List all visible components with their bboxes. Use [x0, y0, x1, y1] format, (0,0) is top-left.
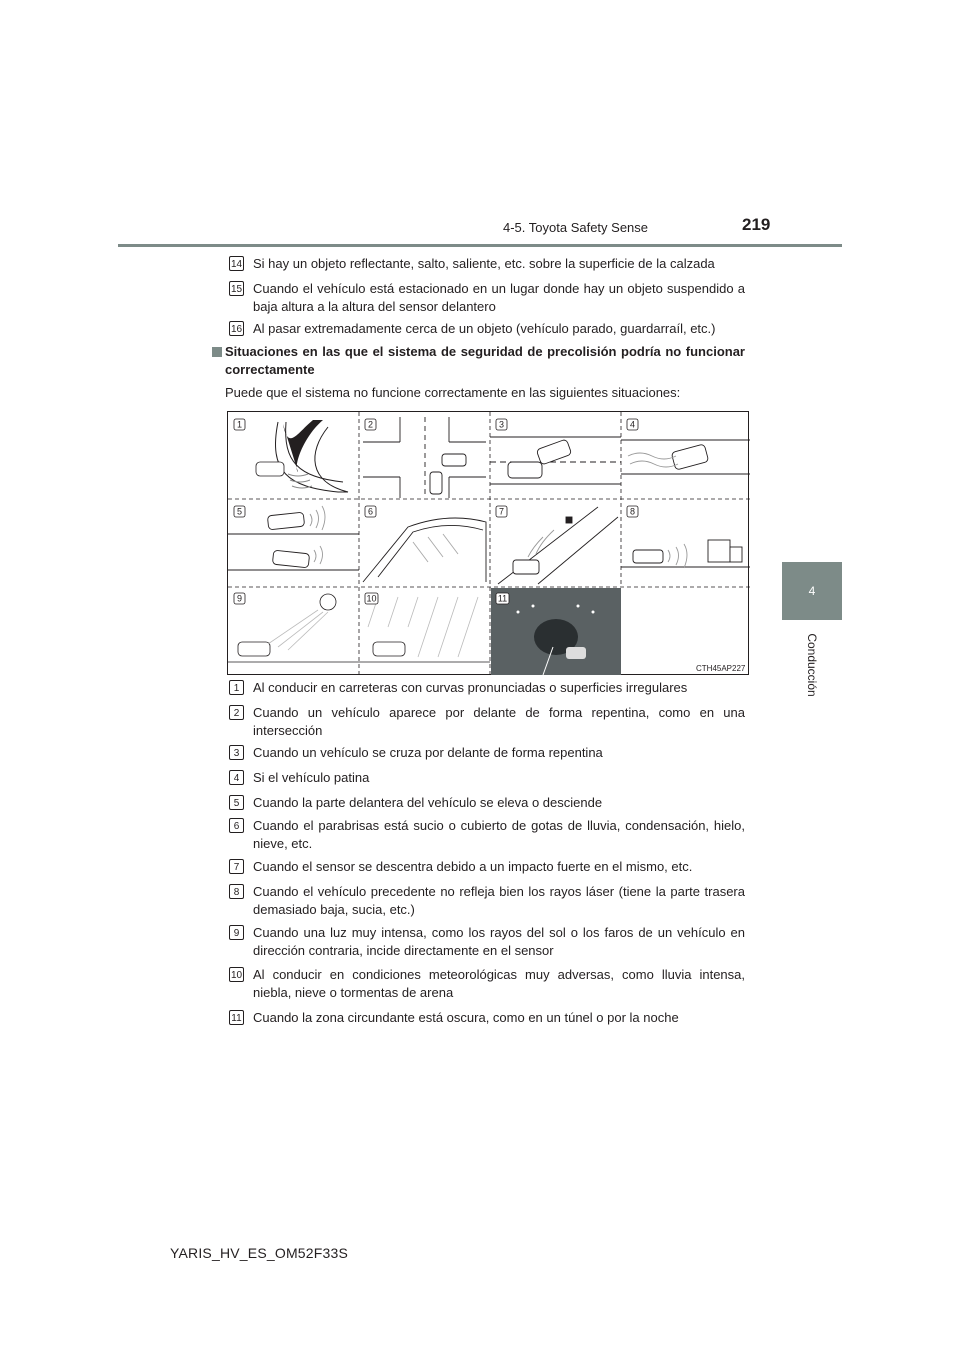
panel-6-windshield-illustration — [363, 518, 486, 582]
svg-text:3: 3 — [498, 419, 505, 430]
item-number-badge: 8 — [229, 884, 244, 899]
panel-label-10 — [365, 593, 378, 604]
svg-text:8: 8 — [629, 506, 636, 517]
item-number-badge: 11 — [229, 1010, 244, 1025]
svg-text:7: 7 — [498, 506, 505, 517]
panel-label-2 — [365, 419, 376, 430]
item-number-badge: 9 — [229, 925, 244, 940]
list-item: Cuando el parabrisas está sucio o cubierto de gotas de lluvia, condensación, hielo, nieve, etc. — [253, 818, 745, 851]
page-number: 219 — [742, 215, 771, 234]
panel-label-4 — [627, 419, 638, 430]
svg-text:6: 6 — [367, 506, 374, 517]
svg-text:1: 1 — [236, 419, 243, 430]
item-number-badge: 6 — [229, 818, 244, 833]
header-divider — [118, 244, 842, 247]
list-item: Cuando una luz muy intensa, como los rayos del sol o los faros de un vehículo en dirección contraria, incide directamente en el sensor — [253, 925, 745, 958]
situations-illustration — [228, 412, 750, 676]
panel-label-11 — [496, 593, 509, 604]
list-item: Cuando el vehículo está estacionado en un lugar donde hay un objeto suspendido a baja altura a la altura del sensor delantero — [253, 281, 745, 314]
item-number-badge: 16 — [229, 321, 244, 336]
item-number-badge: 3 — [229, 745, 244, 760]
list-item: Cuando un vehículo aparece por delante de forma repentina, como en una intersección — [253, 705, 745, 738]
chapter-label: Conducción — [805, 633, 819, 697]
section-bullet — [212, 347, 222, 357]
section-intro: Puede que el sistema no funcione correctamente en las siguientes situaciones: — [225, 385, 681, 400]
item-number-badge: 15 — [229, 281, 244, 296]
panel-label-5 — [234, 506, 245, 517]
item-number-badge: 5 — [229, 795, 244, 810]
chapter-tab — [782, 562, 842, 620]
svg-text:2: 2 — [367, 419, 374, 430]
svg-text:10: 10 — [366, 593, 377, 604]
list-item: Cuando el sensor se descentra debido a un impacto fuerte en el mismo, etc. — [253, 859, 693, 874]
situations-figure — [227, 411, 749, 675]
panel-10-weather-illustration — [359, 597, 490, 662]
panel-label-7 — [496, 506, 507, 517]
panel-8-truck-illustration — [621, 540, 750, 568]
panel-1-curve-illustration — [256, 420, 348, 492]
panel-4-skid-illustration — [621, 440, 750, 474]
chapter-label-box — [782, 620, 842, 710]
chapter-number: 4 — [808, 584, 816, 598]
document-id: YARIS_HV_ES_OM52F33S — [170, 1245, 349, 1261]
panel-3-crossing-illustration — [490, 437, 621, 484]
list-item: Cuando un vehículo se cruza por delante de forma repentina — [253, 745, 603, 760]
list-item: Si hay un objeto reflectante, salto, saliente, etc. sobre la superficie de la calzada — [253, 256, 715, 271]
svg-text:9: 9 — [236, 593, 243, 604]
list-item: Cuando el vehículo precedente no refleja bien los rayos láser (tiene la parte trasera demasiado baja, sucia, etc.) — [253, 884, 745, 917]
panel-5-pitch-illustration — [228, 506, 359, 570]
item-number-badge: 2 — [229, 705, 244, 720]
item-number-badge: 14 — [229, 256, 244, 271]
panel-2-intersection-illustration — [363, 417, 486, 498]
svg-text:4: 4 — [629, 419, 636, 430]
svg-text:11: 11 — [497, 593, 508, 604]
section-heading: Situaciones en las que el sistema de seguridad de precolisión podría no funcionar correctamente — [225, 344, 745, 377]
panel-label-1 — [234, 419, 245, 430]
list-item: Al pasar extremadamente cerca de un objeto (vehículo parado, guardarraíl, etc.) — [253, 321, 716, 336]
panel-label-6 — [365, 506, 376, 517]
panel-label-3 — [496, 419, 507, 430]
panel-11-tunnel-illustration — [491, 588, 621, 675]
panel-label-8 — [627, 506, 638, 517]
panel-label-9 — [234, 593, 245, 604]
item-number-badge: 4 — [229, 770, 244, 785]
item-number-badge: 1 — [229, 680, 244, 695]
list-item: Al conducir en carreteras con curvas pronunciadas o superficies irregulares — [253, 680, 688, 695]
svg-text:5: 5 — [236, 506, 243, 517]
panel-7-sensor-misaligned-illustration — [498, 507, 618, 584]
list-item: Si el vehículo patina — [253, 770, 370, 785]
list-item: Cuando la zona circundante está oscura, como en un túnel o por la noche — [253, 1010, 679, 1025]
panel-9-sun-illustration — [228, 594, 359, 662]
header-section-title: 4-5. Toyota Safety Sense — [503, 220, 649, 235]
list-item: Al conducir en condiciones meteorológicas muy adversas, como lluvia intensa, niebla, nieve o tormentas de arena — [253, 967, 745, 1000]
figure-code: CTH45AP227 — [696, 664, 746, 673]
item-number-badge: 7 — [229, 859, 244, 874]
list-item: Cuando la parte delantera del vehículo se eleva o desciende — [253, 795, 603, 810]
item-number-badge: 10 — [229, 967, 244, 982]
